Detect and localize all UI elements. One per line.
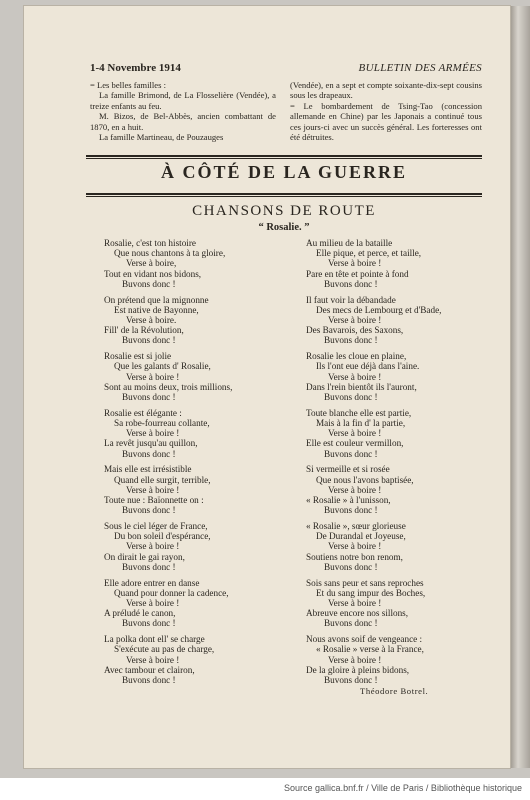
poem-line: Buvons donc ! (324, 561, 378, 572)
poem-line: Verse à boire ! (126, 484, 180, 495)
poem-stanza (306, 521, 486, 572)
poem-line: Est native de Bayonne, (114, 304, 199, 315)
poem-line: Au milieu de la bataille (306, 238, 393, 248)
poem-line: La revêt jusqu'au quillon, (104, 438, 198, 449)
poem-line: Verse à boire ! (126, 371, 180, 382)
poem-line: Quand pour donner la cadence, (114, 587, 229, 598)
source-credit: Source gallica.bnf.fr / Ville de Paris / Bibliothèque historique (284, 783, 522, 793)
poem-line: Il faut voir la débandade (306, 294, 396, 305)
poem-line: Elle adore entrer en danse (104, 577, 200, 588)
poem-line: Elle pique, et perce, et taille, (316, 248, 422, 259)
poem-line: Buvons donc ! (324, 392, 378, 403)
poem-line: Des mecs de Lembourg et d'Bade, (316, 304, 442, 315)
poem-line: Et du sang impur des Boches, (316, 587, 426, 598)
poem-line: Rosalie les cloue en plaine, (306, 351, 407, 362)
poem-line: Buvons donc ! (122, 675, 176, 686)
poem-line: Buvons donc ! (324, 448, 378, 459)
poem-line: Pare en tête et pointe à fond (306, 268, 409, 279)
issue-date: 1-4 Novembre 1914 (90, 62, 181, 74)
poem-line: Buvons donc ! (122, 335, 176, 346)
poem-line: Buvons donc ! (324, 618, 378, 629)
poem-line: La polka dont ell' se charge (104, 634, 205, 645)
news-paragraph: La famille Martineau, de Pouzauges (99, 132, 224, 143)
poem-line: Toute nue : Baïonnette on : (104, 495, 204, 506)
poem-line: Elle est couleur vermillon, (306, 438, 404, 449)
poem-line: Verse à boire ! (328, 371, 382, 382)
poem-line: Buvons donc ! (324, 335, 378, 346)
subtitle: CHANSONS DE ROUTE (192, 203, 376, 219)
poem-column-left (104, 238, 284, 691)
poem-line: Verse à boire ! (328, 541, 382, 552)
author-signature: Théodore Botrel. (360, 686, 429, 696)
poem-line: Soutiens notre bon renom, (306, 551, 403, 562)
poem-line: « Rosalie » verse à la France, (316, 644, 424, 655)
divider-rule (86, 158, 482, 159)
poem-line: Buvons donc ! (324, 505, 378, 516)
poem-line: Buvons donc ! (122, 448, 176, 459)
poem-line: On dirait le gai rayon, (104, 551, 185, 562)
poem-line: Mais elle est irrésistible (104, 464, 192, 475)
poem-line: Buvons donc ! (324, 278, 378, 289)
poem-line: De la gloire à pleins bidons, (306, 664, 410, 675)
poem-line: Mais à la fin d' la partie, (316, 418, 406, 429)
news-paragraph: La famille Brimond, de La Flosselière (Vendée), a treize enfants au feu. (90, 90, 276, 111)
poem-stanza (306, 408, 486, 459)
poem-line: Verse à boire ! (328, 315, 382, 326)
poem-stanza (306, 238, 486, 289)
poem-line: « Rosalie » à l'unisson, (306, 495, 391, 506)
poem-line: Tout en vidant nos bidons, (104, 268, 202, 279)
section-title: À CÔTÉ DE LA GUERRE (160, 162, 408, 182)
divider-rule (86, 193, 482, 195)
poem-line: Verse à boire, (126, 258, 177, 269)
poem-stanza (104, 295, 284, 346)
poem-line: Verse à boire ! (328, 484, 382, 495)
poem-line: Rosalie est si jolie (104, 351, 172, 362)
poem-line: Quand elle surgit, terrible, (114, 474, 211, 485)
poem-line: On prétend que la mignonne (104, 294, 209, 305)
poem-line: Verse à boire. (126, 315, 177, 326)
poem-line: Rosalie, c'est ton histoire (104, 238, 196, 248)
poem-line: Verse à boire ! (126, 654, 180, 665)
poem-line: Que nous chantons à ta gloire, (114, 248, 226, 259)
poem-stanza (104, 521, 284, 572)
poem-line: Verse à boire ! (126, 598, 180, 609)
poem-line: Du bon soleil d'espérance, (114, 531, 211, 542)
poem-stanza (104, 351, 284, 402)
poem-line: Sous le ciel léger de France, (104, 521, 208, 532)
poem-line: Verse à boire ! (328, 654, 382, 665)
news-paragraph: M. Bizos, de Bel-Abbès, ancien combattant de 1870, en a huit. (90, 111, 276, 132)
news-paragraph: = Les belles familles : (90, 80, 166, 90)
poem-line: Dans l'rein bientôt ils l'auront, (306, 381, 417, 392)
poem-line: Avec tambour et clairon, (104, 664, 195, 675)
poem-line: Toute blanche elle est partie, (306, 407, 412, 418)
running-header (90, 62, 482, 78)
news-paragraph: = Le bombardement de Tsing-Tao (concession allemande en Chine) par les Japonais a continué tous ces jours-ci avec un succès général. Les forteresses ont été détruites. (290, 100, 482, 143)
news-paragraph: (Vendée), en a sept et compte soixante-dix-sept cousins sous les drapeaux. (290, 80, 482, 101)
poem-line: Verse à boire ! (328, 598, 382, 609)
poem-line: Buvons donc ! (324, 675, 378, 686)
poem-line: De Durandal et Joyeuse, (316, 531, 406, 542)
poem-line: Buvons donc ! (122, 278, 176, 289)
poem-line: Abreuve encore nos sillons, (306, 608, 409, 619)
poem-line: Si vermeille et si rosée (306, 464, 390, 475)
book-binding (510, 6, 530, 768)
poem-line: Rosalie est élégante : (104, 407, 182, 418)
poem-stanza (104, 578, 284, 629)
poem-column-right (306, 238, 486, 691)
poem-line: Des Bavarois, des Saxons, (306, 325, 404, 336)
poem-stanza (306, 578, 486, 629)
poem-stanza (104, 634, 284, 685)
song-title: “ Rosalie. ” (258, 222, 310, 233)
poem-stanza (104, 408, 284, 459)
poem-line: Ils l'ont eue déjà dans l'aine. (316, 361, 420, 372)
poem-line: Buvons donc ! (122, 392, 176, 403)
poem-stanza (306, 295, 486, 346)
poem-line: A préludé le canon, (104, 608, 176, 619)
poem-line: Sa robe-fourreau collante, (114, 418, 210, 429)
poem-line: Verse à boire ! (126, 541, 180, 552)
news-column-right (290, 80, 482, 142)
poem-stanza (306, 634, 486, 685)
news-column-left (90, 80, 276, 142)
poem-line: Que nous l'avons baptisée, (316, 474, 414, 485)
poem-line: Buvons donc ! (122, 505, 176, 516)
poem-line: Que les galants d' Rosalie, (114, 361, 211, 372)
divider-rule (86, 196, 482, 197)
poem-line: Buvons donc ! (122, 618, 176, 629)
poem-stanza (104, 464, 284, 515)
poem-line: S'exécute au pas de charge, (114, 644, 215, 655)
poem-line: « Rosalie », sœur glorieuse (306, 521, 406, 532)
poem-stanza (306, 464, 486, 515)
poem-line: Verse à boire ! (328, 428, 382, 439)
poem-line: Nous avons soif de vengeance : (306, 634, 423, 645)
publication-name: BULLETIN DES ARMÉES (358, 62, 482, 74)
poem-line: Sois sans peur et sans reproches (306, 577, 424, 588)
poem-line: Sont au moins deux, trois millions, (104, 381, 233, 392)
poem-stanza (306, 351, 486, 402)
poem-line: Verse à boire ! (328, 258, 382, 269)
poem-line: Fill' de la Révolution, (104, 325, 184, 336)
poem-line: Buvons donc ! (122, 561, 176, 572)
poem-line: Verse à boire ! (126, 428, 180, 439)
poem-stanza (104, 238, 284, 289)
divider-rule (86, 155, 482, 157)
